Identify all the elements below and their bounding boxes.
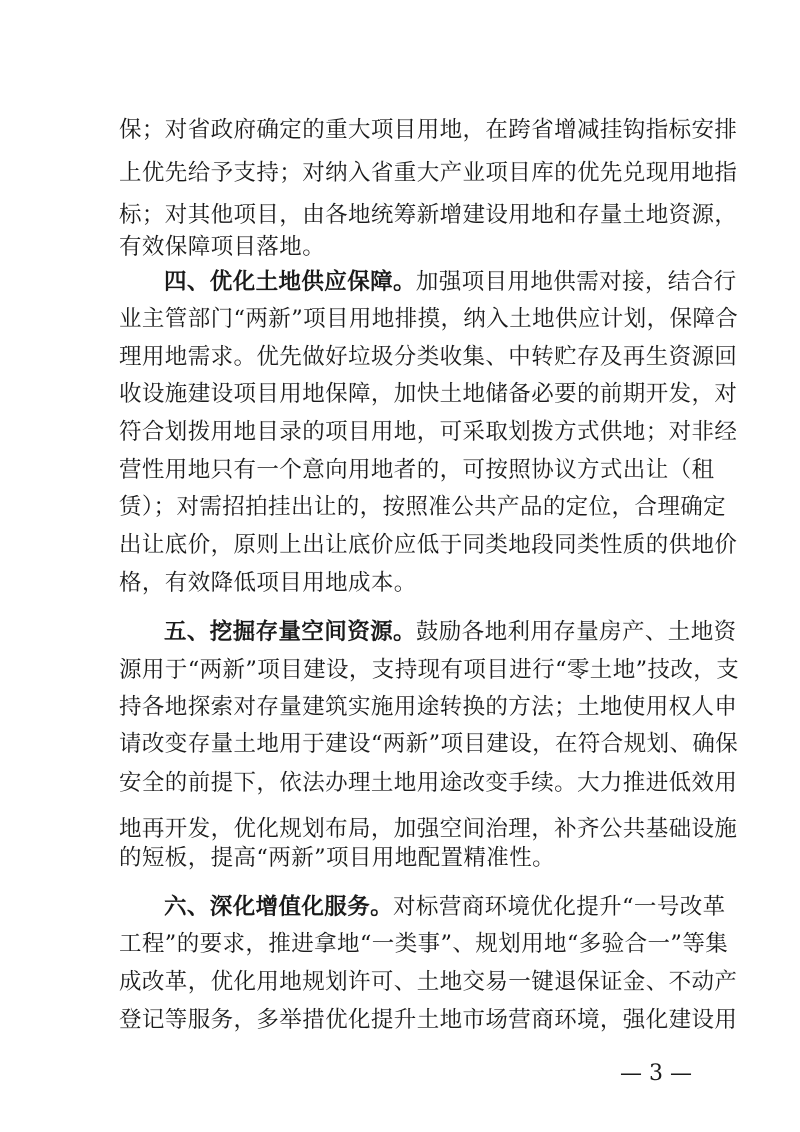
text-line: 业主管部门“两新”项目用地排摸，纳入土地供应计划，保障合: [119, 306, 739, 332]
text-line: 收设施建设项目用地保障，加快土地储备必要的前期开发，对: [119, 381, 738, 407]
text-line: 地再开发，优化规划布局，加强空间治理，补齐公共基础设施: [119, 816, 738, 842]
section-5-first-line: [164, 614, 737, 650]
text-line: 源用于“两新”项目建设，支持现有项目进行“零土地”技改，支: [119, 657, 740, 683]
text-line: 符合划拨用地目录的项目用地，可采取划拨方式供地；对非经: [119, 419, 738, 445]
section-6-first-line-text: 对标营商环境优化提升“一号改革: [393, 894, 726, 920]
text-line: 出让底价，原则上出让底价应低于同类地段同类性质的供地价: [119, 532, 738, 558]
text-line: 登记等服务，多举措优化提升土地市场营商环境，强化建设用: [119, 1007, 738, 1033]
text-line: 请改变存量土地用于建设“两新”项目建设，在符合规划、确保: [119, 731, 739, 757]
section-5-heading: 五、挖掘存量空间资源。: [164, 619, 416, 645]
text-line: 上优先给予支持；对纳入省重大产业项目库的优先兑现用地指: [119, 160, 738, 186]
text-line: 的短板，提高“两新”项目用地配置精准性。: [119, 845, 556, 871]
section-5-first-line-text: 鼓励各地利用存量房产、土地资: [415, 619, 737, 645]
text-line: 格，有效降低项目用地成本。: [119, 570, 417, 596]
text-line: 持各地探索对存量建筑实施用途转换的方法；土地使用权人申: [119, 694, 738, 720]
page-number: — 3 —: [620, 1061, 692, 1086]
text-line: 有效保障项目落地。: [119, 234, 326, 260]
text-line: 赁）；对需招拍挂出让的，按照准公共产品的定位，合理确定: [119, 494, 727, 520]
section-4-heading: 四、优化土地供应保障。: [164, 269, 416, 295]
text-line: 保；对省政府确定的重大项目用地，在跨省增减挂钩指标安排: [119, 117, 738, 143]
text-line: 成改革，优化用地规划许可、土地交易一键退保证金、不动产: [119, 969, 738, 995]
text-line: 营性用地只有一个意向用地者的，可按照协议方式出让（租: [119, 457, 715, 483]
text-line: 理用地需求。优先做好垃圾分类收集、中转贮存及再生资源回: [119, 344, 738, 370]
section-4-first-line-text: 加强项目用地供需对接，结合行: [415, 269, 737, 295]
text-line: 标；对其他项目，由各地统筹新增建设用地和存量土地资源，: [119, 202, 738, 228]
section-6-heading: 六、深化增值化服务。: [164, 894, 394, 920]
section-4-first-line: [164, 264, 737, 300]
section-6-first-line: [164, 889, 726, 925]
text-line: 工程”的要求，推进拿地“一类事”、规划用地“多验合一”等集: [119, 931, 729, 957]
text-line: 安全的前提下，依法办理土地用途改变手续。大力推进低效用: [119, 770, 738, 796]
